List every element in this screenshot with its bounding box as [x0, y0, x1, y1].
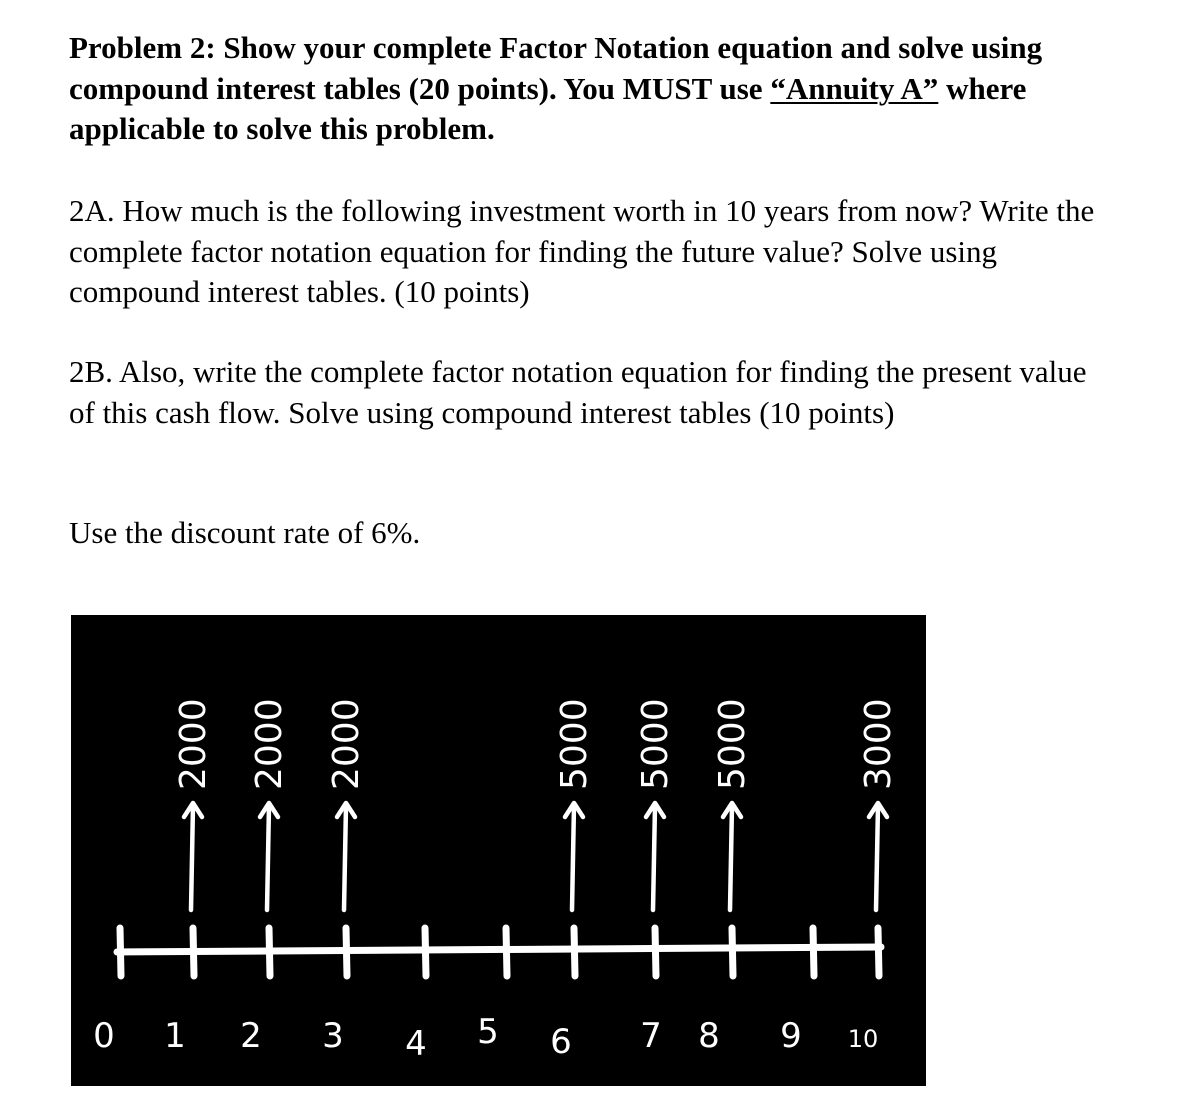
cash-flow-arrow: [344, 805, 346, 910]
heading-text-part2: where applicable to solve this problem.: [69, 70, 1027, 146]
timeline-tick: [574, 928, 575, 976]
period-label: 2: [240, 1016, 262, 1056]
timeline-tick: [878, 928, 879, 976]
timeline-tick: [120, 928, 121, 976]
problem-heading: [69, 28, 1109, 150]
timeline-tick: [269, 928, 270, 976]
cash-flow-arrow: [572, 805, 574, 910]
cash-flow-period-3: [326, 698, 367, 910]
cash-flow-period-8: [712, 698, 753, 910]
heading-underlined-text: “Annuity A”: [770, 70, 939, 106]
timeline-tick: [732, 928, 733, 976]
timeline-axis: [117, 947, 881, 952]
cash-flow-amount: 5000: [635, 698, 676, 790]
cash-flow-period-7: [635, 698, 676, 910]
cash-flow-arrow: [191, 805, 193, 910]
timeline-tick: [425, 928, 426, 976]
timeline-period-labels: [93, 1012, 878, 1064]
cash-flow-amount: 2000: [173, 698, 214, 790]
period-label: 7: [640, 1016, 662, 1056]
cash-flow-arrow: [730, 805, 732, 910]
period-label: 0: [93, 1016, 115, 1056]
part-2a-question: 2A. How much is the following investment worth in 10 years from now? Write the complete factor notation equation for finding the future value? Solve using compound interest tables. (10 points): [69, 193, 1095, 309]
cash-flow-period-2: [249, 698, 290, 910]
cash-flow-amount: 3000: [858, 698, 899, 790]
cash-flow-period-1: [173, 698, 214, 910]
cash-flow-amount: 2000: [326, 698, 367, 790]
cash-flow-arrow: [267, 805, 269, 910]
period-label: 1: [164, 1016, 186, 1056]
timeline-tick: [655, 928, 656, 976]
cash-flow-amount: 2000: [249, 698, 290, 790]
period-label: 8: [698, 1016, 720, 1056]
timeline-tick: [506, 928, 507, 976]
cash-flow-amount: 5000: [554, 698, 595, 790]
timeline-tick: [193, 928, 194, 976]
cash-flow-timeline-image: [71, 615, 926, 1086]
cash-flow-arrow: [653, 805, 655, 910]
timeline-line: [117, 947, 881, 952]
period-label: 5: [477, 1012, 499, 1052]
part-2b-question: 2B. Also, write the complete factor notation equation for finding the present value of this cash flow. Solve using compound interest tables (10 points): [69, 354, 1087, 430]
period-label: 4: [405, 1024, 427, 1064]
cash-flow-period-10: [858, 698, 899, 910]
period-label: 9: [780, 1016, 802, 1056]
timeline-tick: [346, 928, 347, 976]
timeline-tick: [813, 928, 814, 976]
period-label: 6: [550, 1022, 572, 1062]
period-label: 3: [322, 1016, 344, 1056]
period-label: 10: [847, 1025, 879, 1053]
heading-text-part1: Problem 2: Show your complete Factor Notation equation and solve using compound interest tables (20 points). You MUST use: [69, 30, 1043, 106]
cash-flow-timeline-drawing: [71, 615, 926, 1086]
discount-rate-note: Use the discount rate of 6%.: [69, 515, 421, 550]
cash-flow-period-6: [554, 698, 595, 910]
cash-flow-arrow: [876, 805, 878, 910]
timeline-cash-flows: [173, 698, 899, 910]
cash-flow-amount: 5000: [712, 698, 753, 790]
